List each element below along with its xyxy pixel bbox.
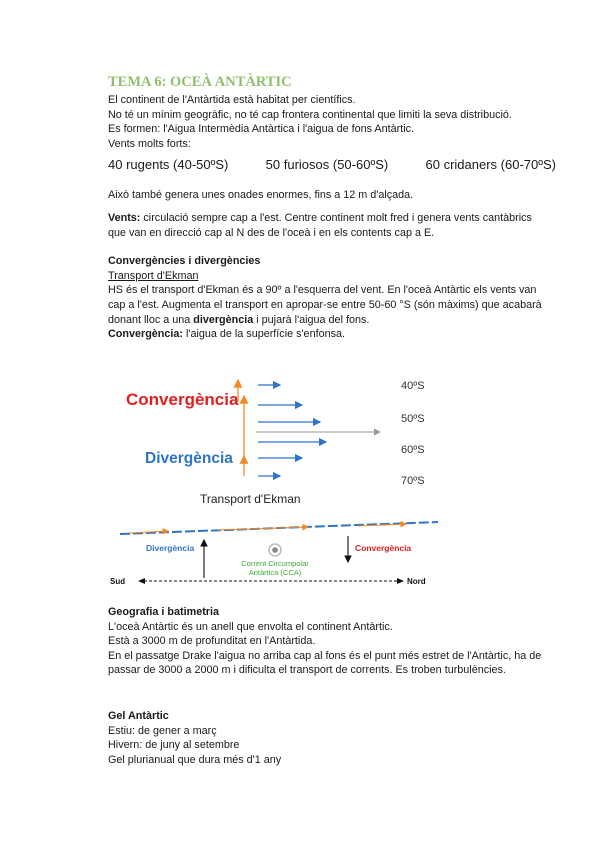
gel-heading: Gel Antàrtic [108,710,169,722]
gel-line-1: Estiu: de gener a març [108,724,217,737]
current-label-2: Antàrtica (CCA) [248,568,302,577]
nord-label: Nord [407,577,426,586]
lat-70: 70ºS [401,475,425,487]
geography-section [108,605,548,678]
geo-heading: Geografia i batimetria [108,606,220,618]
convergencia-text: l'aigua de la superfície s'enfonsa. [183,328,345,341]
intro-line-1: El continent de l'Antàrtida està habitat per científics. [108,94,356,106]
ekman-text: HS és el transport d'Ekman és a 90º a l'esquerra del vent. En l'oceà Antàrtic els vents van cap a l'est. Augmenta el transport en apropar-se entre 50-60 °S (són màxims) que acabarà donant lloc a una [108,284,542,326]
waves-line: Això també genera unes onades enormes, fins a 12 m d'alçada. [108,189,414,202]
current-label-1: Corrent Circumpolar [241,559,309,568]
lat-40: 40ºS [401,380,425,392]
ekman-text-end: i pujarà l'aigua del fons. [253,313,370,326]
intro-line-2: No té un mínim geogràfic, no té cap frontera continental que limiti la seva distribució. [108,108,512,121]
wind-50: 50 furiosos (50-60ºS) [265,157,389,173]
vents-label: Vents: [108,211,141,224]
intro-line-3: Es formen: l'Aigua Intermèdia Antàrtica i l'aigua de fons Antàrtic. [108,123,414,136]
ice-section [108,709,548,767]
convergencia-fig2: Convergència [355,543,412,553]
page-title: TEMA 6: OCEÀ ANTÀRTIC [108,74,292,90]
wind-60: 60 cridaners (60-70ºS) [425,157,556,173]
ekman-paragraph [108,283,548,327]
divergencia-fig2: Divergència [146,543,195,553]
gel-line-2: Hivern: de juny al setembre [108,739,240,752]
lat-50: 50ºS [401,413,425,425]
lat-60: 60ºS [401,444,425,456]
vents-paragraph [108,211,548,240]
convergencia-label-fig: Convergència [126,390,239,409]
winds-row [108,157,556,172]
convergencia-label: Convergència: [108,328,183,341]
vents-text: circulació sempre cap a l'est. Centre continent molt fred i genera vents cantàbrics que van en direcció cap al N des de l'oceà i en els contents cap a E. [108,211,532,239]
geo-line-1: L'oceà Antàrtic és un anell que envolta el continent Antàrtic. [108,620,393,633]
geo-line-2: Està a 3000 m de profunditat en l'Antàrtida. [108,635,316,648]
geo-line-3: En el passatge Drake l'aigua no arriba cap al fons és el punt més estret de l'Antàrtic, ha de passar de 3000 a 2000 m i dificulta el transport de corrents. Es troben turbulències. [108,649,542,677]
wind-40: 40 rugents (40-50ºS) [108,157,229,173]
cross-section-figure [108,508,438,600]
sud-label: Sud [110,577,126,586]
divergencia-bold: divergència [193,313,254,326]
conv-heading: Convergències i divergències [108,255,261,268]
ekman-subheading: Transport d'Ekman [108,269,199,282]
current-dot [272,547,278,553]
divergencia-label-fig: Divergència [145,450,233,467]
ekman-figure [108,372,438,507]
convergencia-paragraph [108,327,548,342]
gel-line-3: Gel plurianual que dura més d'1 any [108,753,282,766]
intro-line-4: Vents molts forts: [108,137,191,150]
intro-section [108,74,556,342]
ekman-caption: Transport d'Ekman [200,492,301,506]
